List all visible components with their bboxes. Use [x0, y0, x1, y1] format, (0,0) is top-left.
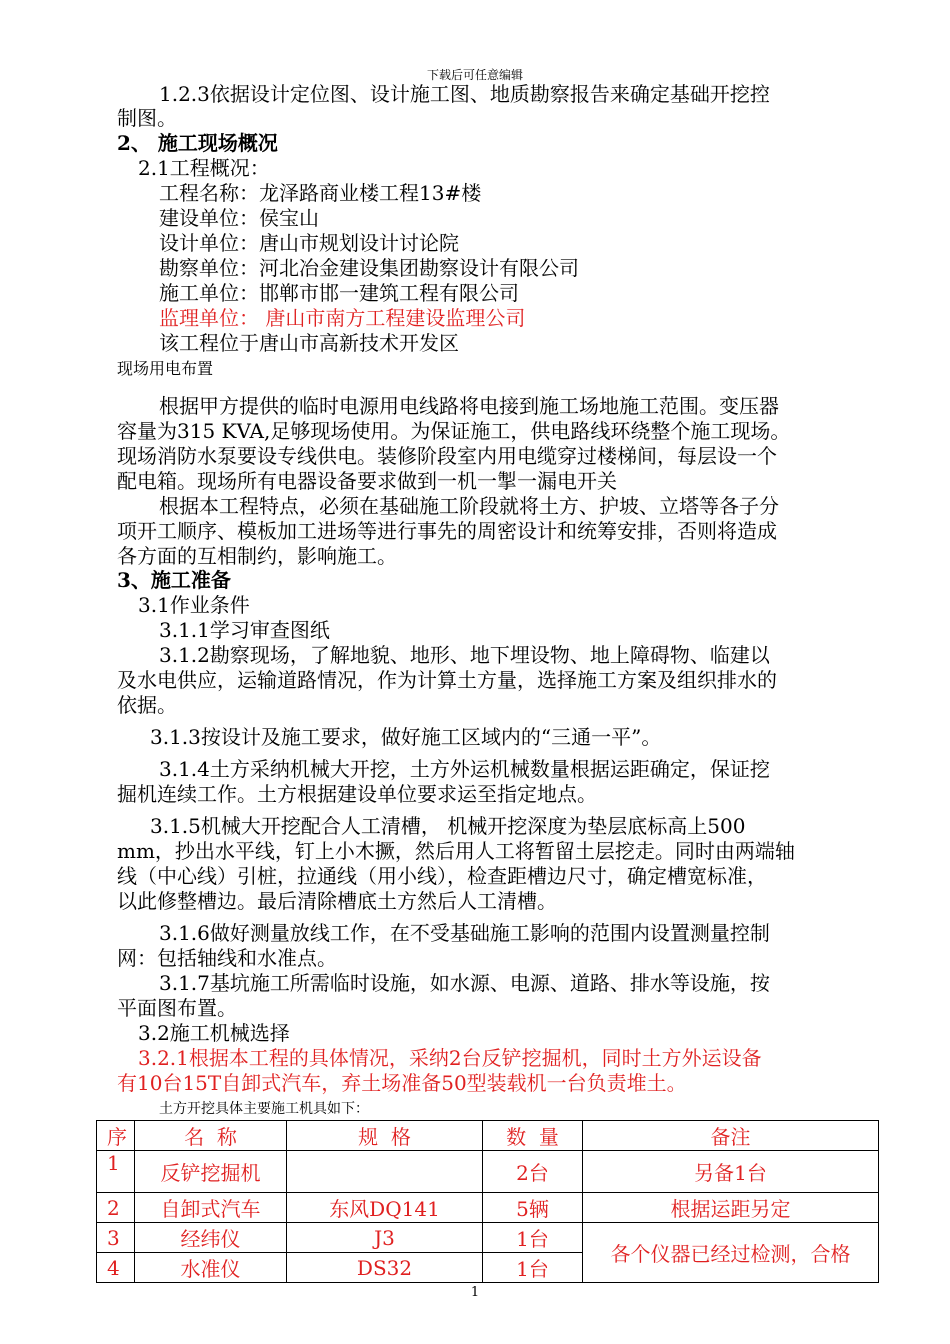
table-row [97, 1151, 879, 1193]
equipment-table [96, 1120, 879, 1283]
table-row [97, 1193, 879, 1223]
equipment-name: 自卸式汽车 [135, 1193, 287, 1223]
column-header: 名 称 [135, 1121, 287, 1151]
column-header: 数 量 [483, 1121, 583, 1151]
column-header: 规 格 [287, 1121, 483, 1151]
text-line: 掘机连续工作。土方根据建设单位要求运至指定地点。 [117, 782, 597, 806]
text-line-highlight: 3.2.1根据本工程的具体情况，采纳2台反铲挖掘机，同时土方外运设备 [138, 1046, 762, 1070]
text-line: 项开工顺序、模板加工进场等进行事先的周密设计和统筹安排，否则将造成 [117, 519, 777, 543]
section-heading: 2、 施工现场概况 [117, 131, 278, 155]
text-line: 设计单位：唐山市规划设计讨论院 [159, 231, 459, 255]
text-line: 平面图布置。 [117, 996, 237, 1020]
text-line: mm，抄出水平线，钉上小木撅，然后用人工将暂留土层挖走。同时由两端轴 [117, 839, 795, 863]
text-line: 勘察单位：河北冶金建设集团勘察设计有限公司 [159, 256, 579, 280]
column-header: 备注 [583, 1121, 879, 1151]
subsection-heading: 3.2施工机械选择 [138, 1021, 290, 1045]
table-caption: 土方开挖具体主要施工机具如下： [159, 1101, 369, 1117]
row-number: 1 [97, 1151, 135, 1193]
equipment-qty: 1台 [483, 1253, 583, 1283]
equipment-spec: J3 [287, 1223, 483, 1253]
text-line-highlight: 有10台15T自卸式汽车，弃土场准备50型装载机一台负责堆土。 [117, 1071, 687, 1095]
page-header: 下载后可任意编辑 [426, 68, 523, 82]
table-header-row [97, 1121, 879, 1151]
equipment-note: 各个仪器已经过检测，合格 [583, 1223, 879, 1283]
row-number: 3 [97, 1223, 135, 1253]
text-line-highlight: 监理单位： 唐山市南方工程建设监理公司 [159, 306, 526, 330]
row-number: 4 [97, 1253, 135, 1283]
text-line: 3.1.5机械大开挖配合人工清槽， 机械开挖深度为垫层底标高上500 [150, 814, 746, 838]
equipment-spec [287, 1151, 483, 1193]
text-line: 配电箱。现场所有电器设备要求做到一机一掣一漏电开关 [117, 469, 617, 493]
equipment-name: 水准仪 [135, 1253, 287, 1283]
text-line: 3.1.4土方采纳机械大开挖，土方外运机械数量根据运距确定，保证挖 [159, 757, 770, 781]
row-number: 2 [97, 1193, 135, 1223]
equipment-spec: DS32 [287, 1253, 483, 1283]
equipment-note: 根据运距另定 [583, 1193, 879, 1223]
text-line: 3.1.1学习审查图纸 [159, 618, 330, 642]
text-line: 及水电供应，运输道路情况，作为计算土方量，选择施工方案及组织排水的 [117, 668, 777, 692]
text-line: 现场用电布置 [117, 359, 214, 378]
equipment-name: 反铲挖掘机 [135, 1151, 287, 1193]
table-row [97, 1223, 879, 1253]
text-line: 施工单位：邯郸市邯一建筑工程有限公司 [159, 281, 519, 305]
text-line: 3.1.3按设计及施工要求，做好施工区域内的“三通一平”。 [150, 725, 662, 749]
subsection-heading: 3.1作业条件 [138, 593, 250, 617]
text-line: 建设单位：侯宝山 [159, 206, 319, 230]
equipment-qty: 2台 [483, 1151, 583, 1193]
text-line: 3.1.2勘察现场，了解地貌、地形、地下埋设物、地上障碍物、临建以 [159, 643, 770, 667]
page-number: 1 [470, 1285, 480, 1300]
text-line: 线（中心线）引桩，拉通线（用小线），检查距槽边尺寸，确定槽宽标准， [117, 864, 767, 888]
text-line: 工程名称：龙泽路商业楼工程13#楼 [159, 181, 482, 205]
equipment-spec: 东风DQ141 [287, 1193, 483, 1223]
text-line: 3.1.6做好测量放线工作，在不受基础施工影响的范围内设置测量控制 [159, 921, 770, 945]
text-line: 根据本工程特点，必须在基础施工阶段就将土方、护坡、立塔等各子分 [159, 494, 779, 518]
equipment-note: 另备1台 [583, 1151, 879, 1193]
text-line: 3.1.7基坑施工所需临时设施，如水源、电源、道路、排水等设施，按 [159, 971, 770, 995]
text-line: 网：包括轴线和水准点。 [117, 946, 337, 970]
text-line: 各方面的互相制约，影响施工。 [117, 544, 397, 568]
text-line: 容量为315 KVA,足够现场使用。为保证施工，供电路线环绕整个施工现场。 [117, 419, 791, 443]
text-line: 该工程位于唐山市高新技术开发区 [159, 331, 459, 355]
subsection-heading: 2.1工程概况： [138, 156, 270, 180]
column-header: 序 [97, 1121, 135, 1151]
equipment-name: 经纬仪 [135, 1223, 287, 1253]
text-line: 制图。 [117, 106, 177, 130]
text-line: 1.2.3依据设计定位图、设计施工图、地质勘察报告来确定基础开挖控 [159, 82, 770, 106]
text-line: 根据甲方提供的临时电源用电线路将电接到施工场地施工范围。变压器 [159, 394, 779, 418]
equipment-qty: 5辆 [483, 1193, 583, 1223]
text-line: 依据。 [117, 693, 177, 717]
equipment-qty: 1台 [483, 1223, 583, 1253]
text-line: 以此修整槽边。最后清除槽底土方然后人工清槽。 [117, 889, 557, 913]
section-heading: 3、施工准备 [117, 568, 231, 592]
text-line: 现场消防水泵要设专线供电。装修阶段室内用电缆穿过楼梯间，每层设一个 [117, 444, 777, 468]
